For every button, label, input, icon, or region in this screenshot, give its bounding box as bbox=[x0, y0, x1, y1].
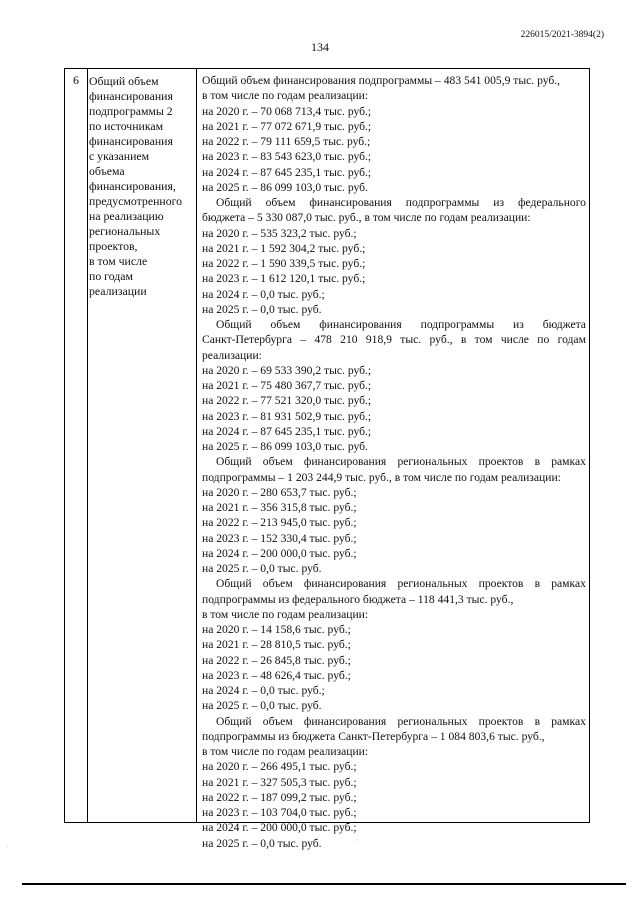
content-word: в bbox=[534, 714, 541, 728]
column-divider bbox=[196, 69, 197, 822]
row-label-line: финансирования, bbox=[89, 179, 176, 193]
row-label-line: по источникам bbox=[89, 119, 164, 133]
content-word: тыс. bbox=[400, 333, 422, 347]
row-content bbox=[202, 73, 586, 851]
content-word: бюджета bbox=[542, 318, 586, 331]
content-word: рамках bbox=[551, 577, 586, 591]
financing-table bbox=[64, 68, 590, 850]
content-line: на 2023 г. – 83 543 623,0 тыс. руб.; bbox=[202, 150, 372, 164]
content-word: финансирования bbox=[303, 577, 387, 591]
content-line: реализации: bbox=[202, 348, 262, 362]
row-label bbox=[89, 74, 193, 299]
content-word: в bbox=[534, 577, 541, 591]
content-line: на 2022 г. – 79 111 659,5 тыс. руб.; bbox=[202, 135, 371, 148]
content-word: руб., bbox=[429, 333, 453, 347]
content-line: на 2022 г. – 1 590 339,5 тыс. руб.; bbox=[202, 257, 366, 270]
content-line: на 2021 г. – 28 810,5 тыс. руб.; bbox=[202, 638, 351, 652]
content-word: финансирования bbox=[303, 455, 387, 469]
content-line: на 2024 г. – 87 645 235,1 тыс. руб.; bbox=[202, 424, 372, 438]
content-line bbox=[202, 332, 586, 347]
row-label-line: проектов, bbox=[89, 239, 138, 253]
content-line: на 2021 г. – 77 072 671,9 тыс. руб.; bbox=[202, 119, 372, 133]
content-word: Общий bbox=[216, 577, 252, 591]
content-line bbox=[202, 576, 586, 591]
content-line: на 2023 г. – 48 626,4 тыс. руб.; bbox=[202, 668, 351, 682]
content-line: бюджета – 5 330 087,0 тыс. руб., в том числе по годам реализации: bbox=[202, 211, 531, 225]
content-line: на 2023 г. – 152 330,4 тыс. руб.; bbox=[202, 531, 357, 545]
content-line: на 2021 г. – 1 592 304,2 тыс. руб.; bbox=[202, 241, 366, 255]
row-label-line: с указанием bbox=[89, 149, 150, 163]
content-word: финансирования bbox=[309, 196, 392, 209]
content-line: на 2022 г. – 213 945,0 тыс. руб.; bbox=[202, 516, 357, 530]
content-word: 210 bbox=[340, 333, 358, 347]
content-word: в bbox=[460, 333, 467, 347]
content-word: по bbox=[537, 333, 550, 347]
scan-mark: · bbox=[356, 836, 359, 845]
content-line: на 2024 г. – 0,0 тыс. руб.; bbox=[202, 684, 325, 697]
content-line bbox=[202, 454, 586, 469]
content-line: на 2020 г. – 266 495,1 тыс. руб.; bbox=[202, 760, 357, 774]
content-word: региональных bbox=[397, 577, 468, 591]
content-line: на 2025 г. – 0,0 тыс. руб. bbox=[202, 836, 322, 850]
content-line bbox=[202, 714, 586, 729]
content-word: подпрограммы bbox=[405, 196, 480, 209]
document-id: 226015/2021-3894(2) bbox=[520, 30, 604, 40]
content-word: объем bbox=[262, 455, 293, 469]
content-line: на 2022 г. – 187 099,2 тыс. руб.; bbox=[202, 790, 357, 804]
content-line: Общий объем финансирования подпрограммы – 483 541 005,9 тыс. руб., bbox=[202, 74, 561, 87]
content-word: годам bbox=[557, 333, 586, 347]
content-line: на 2023 г. – 1 612 120,1 тыс. руб.; bbox=[202, 272, 366, 286]
content-word: из bbox=[513, 318, 524, 331]
content-line: на 2025 г. – 0,0 тыс. руб. bbox=[202, 562, 322, 575]
page-number: 134 bbox=[311, 40, 329, 54]
content-word: рамках bbox=[551, 714, 586, 728]
content-line: на 2021 г. – 327 505,3 тыс. руб.; bbox=[202, 775, 357, 789]
content-line: подпрограммы из федерального бюджета – 118 441,3 тыс. руб., bbox=[202, 592, 514, 606]
row-label-line: финансирования bbox=[89, 89, 173, 103]
content-line: на 2020 г. – 70 068 713,4 тыс. руб.; bbox=[202, 104, 372, 118]
content-word: объем bbox=[270, 318, 301, 331]
content-line: на 2022 г. – 77 521 320,0 тыс. руб.; bbox=[202, 394, 372, 408]
content-word: числе bbox=[500, 333, 529, 347]
content-word: финансирования bbox=[303, 714, 387, 728]
content-word: проектов bbox=[478, 455, 524, 469]
content-word: Санкт-Петербурга bbox=[202, 333, 292, 347]
content-word: Общий bbox=[216, 196, 252, 209]
content-word: проектов bbox=[478, 577, 524, 591]
row-label-line: на реализацию bbox=[89, 209, 164, 223]
content-line: в том числе по годам реализации: bbox=[202, 607, 369, 621]
content-line: в том числе по годам реализации: bbox=[202, 89, 369, 103]
content-word: региональных bbox=[397, 455, 468, 469]
content-word: 918,9 bbox=[365, 333, 392, 347]
content-word: рамках bbox=[551, 455, 586, 469]
content-line: на 2023 г. – 103 704,0 тыс. руб.; bbox=[202, 806, 357, 819]
content-word: объем bbox=[262, 577, 293, 591]
content-line: на 2024 г. – 200 000,0 тыс. руб.; bbox=[202, 546, 357, 560]
content-word: том bbox=[474, 333, 493, 347]
content-word: из bbox=[493, 196, 505, 209]
content-line: на 2024 г. – 200 000,0 тыс. руб.; bbox=[202, 821, 357, 835]
content-line: на 2025 г. – 0,0 тыс. руб. bbox=[202, 699, 322, 713]
content-line: на 2025 г. – 0,0 тыс. руб. bbox=[202, 302, 322, 316]
content-line: на 2021 г. – 356 315,8 тыс. руб.; bbox=[202, 501, 357, 514]
row-label-line: в том числе bbox=[89, 254, 148, 268]
row-label-line: реализации bbox=[89, 284, 147, 298]
content-line: на 2025 г. – 86 099 103,0 тыс. руб. bbox=[202, 440, 368, 453]
content-line: в том числе по годам реализации: bbox=[202, 745, 369, 758]
row-label-line: подпрограммы 2 bbox=[89, 104, 173, 118]
content-line: подпрограммы – 1 203 244,9 тыс. руб., в том числе по годам реализации: bbox=[202, 470, 561, 484]
content-word: – bbox=[300, 333, 307, 347]
content-word: объем bbox=[262, 714, 293, 728]
content-line: на 2022 г. – 26 845,8 тыс. руб.; bbox=[202, 653, 351, 667]
scan-mark: · bbox=[6, 842, 9, 851]
column-divider bbox=[87, 69, 88, 822]
content-word: в bbox=[534, 455, 541, 469]
content-word: федерального bbox=[518, 196, 586, 209]
content-word: Общий bbox=[216, 318, 252, 331]
content-word: проектов bbox=[478, 714, 524, 728]
content-line: на 2023 г. – 81 931 502,9 тыс. руб.; bbox=[202, 409, 372, 423]
row-label-line: предусмотренного bbox=[89, 194, 183, 208]
content-line: подпрограммы из бюджета Санкт-Петербурга – 1 084 803,6 тыс. руб., bbox=[202, 729, 545, 743]
bottom-rule bbox=[22, 883, 626, 885]
row-label-line: объема bbox=[89, 164, 125, 178]
content-line: на 2020 г. – 14 158,6 тыс. руб.; bbox=[202, 623, 351, 636]
content-line: на 2020 г. – 535 323,2 тыс. руб.; bbox=[202, 226, 357, 240]
content-line: на 2020 г. – 280 653,7 тыс. руб.; bbox=[202, 485, 357, 499]
content-line: на 2021 г. – 75 480 367,7 тыс. руб.; bbox=[202, 379, 372, 392]
row-label-line: Общий объем bbox=[89, 74, 159, 88]
content-line: на 2024 г. – 87 645 235,1 тыс. руб.; bbox=[202, 165, 372, 179]
row-number: 6 bbox=[73, 73, 79, 87]
content-word: региональных bbox=[397, 714, 468, 728]
content-line: на 2024 г. – 0,0 тыс. руб.; bbox=[202, 287, 325, 301]
content-line bbox=[202, 317, 586, 332]
content-line bbox=[202, 195, 586, 210]
content-word: Общий bbox=[216, 714, 252, 728]
content-word: подпрограммы bbox=[420, 318, 495, 331]
content-word: финансирования bbox=[319, 318, 402, 331]
content-word: объем bbox=[265, 196, 296, 209]
row-label-line: по годам bbox=[89, 269, 133, 283]
content-word: 478 bbox=[314, 333, 332, 347]
content-word: Общий bbox=[216, 455, 252, 469]
content-line: на 2025 г. – 86 099 103,0 тыс. руб. bbox=[202, 180, 368, 194]
row-label-line: финансирования bbox=[89, 134, 173, 148]
content-line: на 2020 г. – 69 533 390,2 тыс. руб.; bbox=[202, 363, 372, 377]
row-label-line: региональных bbox=[89, 224, 161, 238]
